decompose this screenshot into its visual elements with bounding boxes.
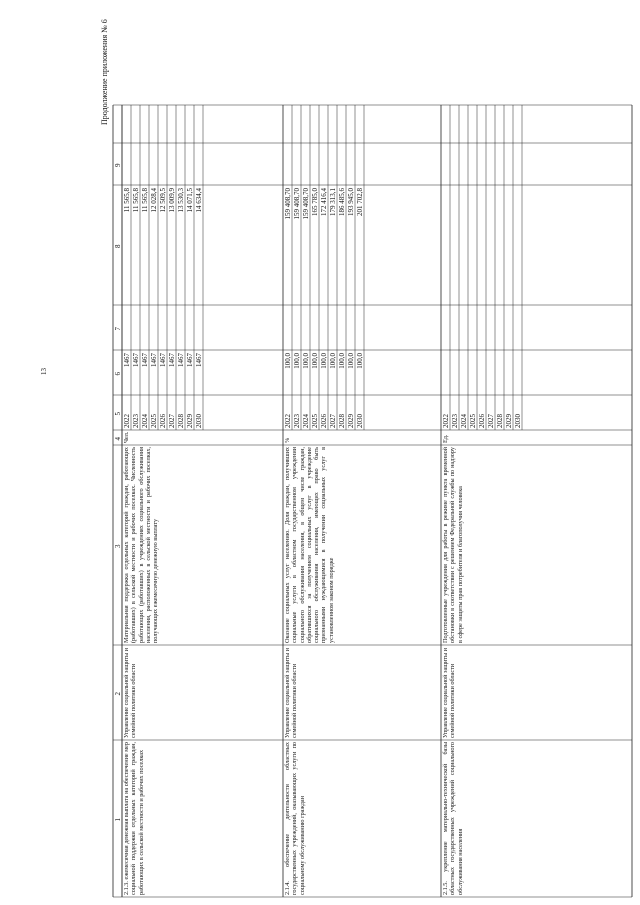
funding-value: 172 416,4 (320, 188, 328, 216)
top-number: 13 (40, 368, 48, 375)
year-label: 2026 (159, 414, 167, 428)
row-3-col3: Подготовленные учреждения для работы в режиме пункта временной обстановки в соответствии с решением Федеральной службы по надзору в сфере защиты прав потребителя и благополучия человека (442, 447, 464, 643)
year-label: 2022 (442, 414, 450, 428)
target-value: 100,0 (311, 353, 319, 369)
target-value: 1467 (177, 353, 185, 367)
target-value: 100,0 (329, 353, 337, 369)
row-3-col1: 2.1.5. укрепление материально-технической базы областных государственных учреждений социального обслуживания населения (442, 742, 464, 895)
year-label: 2025 (150, 414, 158, 428)
year-label: 2024 (302, 414, 310, 428)
year-label: 2030 (356, 414, 364, 428)
funding-value: 193 945,0 (347, 188, 355, 216)
column-number: 8 (114, 244, 122, 248)
column-number: 4 (114, 437, 122, 441)
year-label: 2023 (293, 414, 301, 428)
target-value: 1467 (150, 353, 158, 367)
year-label: 2029 (347, 414, 355, 428)
funding-value: 165 785,0 (311, 188, 319, 216)
year-label: 2028 (496, 414, 504, 428)
column-number: 1 (114, 818, 122, 822)
row-3-col4: Ед. (442, 434, 449, 443)
year-label: 2025 (311, 414, 319, 428)
target-value: 1467 (123, 353, 131, 367)
row-1-col3: Материальная поддержка отдельных категорий граждан, работающих (работавших) в сельской местности и рабочих поселках. Численность работающих (работавших) в учреждениях социального обслуживания населения, расположенных в сельской местности и рабочих поселках, получающих ежемесячную денежную выплату (123, 447, 160, 643)
column-number: 5 (114, 412, 122, 416)
column-number: 2 (114, 692, 122, 696)
column-number: 6 (114, 372, 122, 376)
funding-value: 12 028,4 (150, 188, 158, 213)
row-2-col2: Управление социальной защиты и семейной политики области (284, 648, 299, 738)
year-label: 2027 (487, 414, 495, 428)
target-value: 1467 (132, 353, 140, 367)
funding-value: 11 565,8 (141, 188, 149, 213)
year-label: 2026 (478, 414, 486, 428)
page-title: Продолжение приложения № 6 (100, 19, 109, 125)
target-value: 100,0 (356, 353, 364, 369)
year-label: 2022 (284, 414, 292, 428)
year-label: 2028 (177, 414, 185, 428)
row-1-col4: Чел. (123, 431, 130, 443)
year-label: 2023 (132, 414, 140, 428)
year-label: 2025 (469, 414, 477, 428)
funding-value: 159 408,70 (284, 188, 292, 220)
row-2-col1: 2.1.4. обеспечение деятельности областных государственных учреждений, оказывающих услуги по социальному обслуживанию граждан (284, 742, 306, 895)
year-label: 2023 (451, 414, 459, 428)
year-label: 2029 (505, 414, 513, 428)
funding-value: 11 565,8 (132, 188, 140, 213)
funding-value: 11 565,8 (123, 188, 131, 213)
funding-value: 14 071,5 (186, 188, 194, 213)
year-label: 2030 (195, 414, 203, 428)
funding-value: 14 634,4 (195, 188, 203, 213)
year-label: 2022 (123, 414, 131, 428)
funding-value: 13 530,3 (177, 188, 185, 213)
target-value: 100,0 (347, 353, 355, 369)
target-value: 1467 (195, 353, 203, 367)
funding-value: 13 009,9 (168, 188, 176, 213)
year-label: 2027 (329, 414, 337, 428)
target-value: 1467 (186, 353, 194, 367)
year-label: 2026 (320, 414, 328, 428)
target-value: 1467 (141, 353, 149, 367)
target-value: 100,0 (320, 353, 328, 369)
year-label: 2028 (338, 414, 346, 428)
row-2-col3: Оказание социальных услуг населению. Доля граждан, получивших социальные услуги в областном государственном учреждении социального обслуживания населения, в общем числе граждан, обратившихся за получением социальных услуг в учреждение социального обслуживания населения, имеющих право быть признанными нуждающимися в получении социальных услуг в установленном законом порядке (284, 447, 335, 643)
column-number: 9 (114, 163, 122, 167)
year-label: 2027 (168, 414, 176, 428)
funding-value: 159 408,70 (293, 188, 301, 220)
funding-value: 186 485,6 (338, 188, 346, 216)
target-value: 1467 (159, 353, 167, 367)
column-number: 7 (114, 327, 122, 331)
row-1-col1: 2.1.3. ежемесячная денежная выплата на обеспечение мер социальной поддержки отдельных категорий граждан, работающих в сельской местности и рабочих поселках (123, 742, 145, 895)
funding-value: 12 509,5 (159, 188, 167, 213)
funding-value: 201 702,8 (356, 188, 364, 216)
target-value: 100,0 (302, 353, 310, 369)
row-3-col2: Управление социальной защиты и семейной политики области (442, 648, 457, 738)
target-value: 100,0 (293, 353, 301, 369)
year-label: 2024 (141, 414, 149, 428)
year-label: 2030 (514, 414, 522, 428)
column-number: 3 (114, 544, 122, 548)
row-1-col2: Управление социальной защиты и семейной политики области (123, 648, 138, 738)
funding-value: 159 408,70 (302, 188, 310, 220)
target-value: 1467 (168, 353, 176, 367)
row-2-col4: % (284, 437, 291, 443)
funding-value: 179 313,1 (329, 188, 337, 216)
year-label: 2029 (186, 414, 194, 428)
target-value: 100,0 (338, 353, 346, 369)
year-label: 2024 (460, 414, 468, 428)
target-value: 100,0 (284, 353, 292, 369)
